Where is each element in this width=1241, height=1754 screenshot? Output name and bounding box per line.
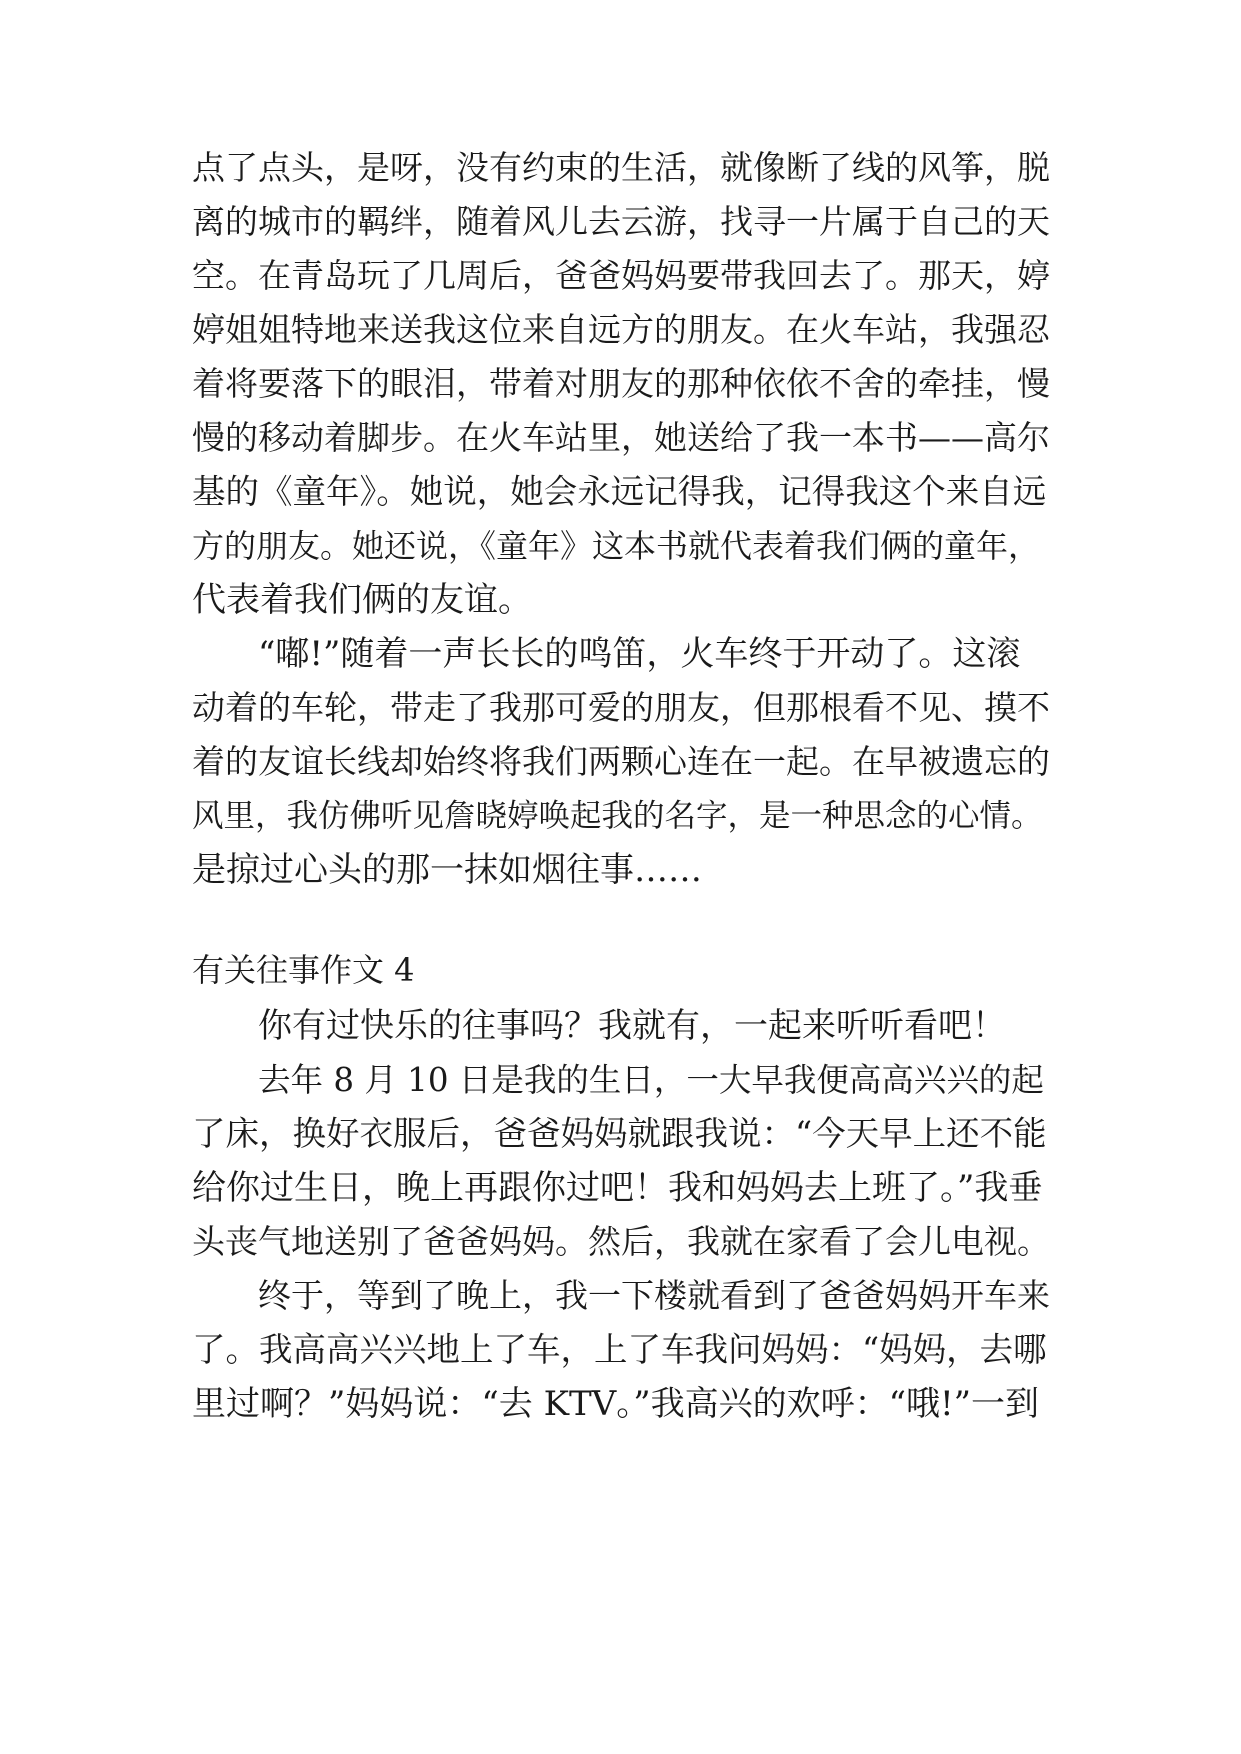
text-line: 离的城市的羁绊，随着风儿去云游，找寻一片属于自己的天 xyxy=(192,202,1050,241)
text-line: 里过啊？”妈妈说：“去 KTV。”我高兴的欢呼：“哦!”一到 xyxy=(192,1384,1040,1424)
text-line: 代表着我们俩的友谊。 xyxy=(192,580,532,620)
text-line: 着的友谊长线却始终将我们两颗心连在一起。在早被遗忘的 xyxy=(192,742,1050,781)
text-line: 是掠过心头的那一抹如烟往事…… xyxy=(192,850,702,890)
text-line: 你有过快乐的往事吗？我就有，一起来听听看吧！ xyxy=(258,1006,1006,1046)
text-line: 动着的车轮，带走了我那可爱的朋友，但那根看不见、摸不 xyxy=(192,688,1050,727)
text-line: 着将要落下的眼泪，带着对朋友的那种依依不舍的牵挂，慢 xyxy=(192,364,1050,403)
text-line: 风里，我仿佛听见詹晓婷唤起我的名字，是一种思念的心情。 xyxy=(192,798,1043,834)
text-line: 了。我高高兴兴地上了车，上了车我问妈妈：“妈妈，去哪 xyxy=(192,1330,1047,1369)
text-line: 空。在青岛玩了几周后，爸爸妈妈要带我回去了。那天，婷 xyxy=(192,256,1050,295)
section-heading: 有关往事作文 4 xyxy=(192,951,415,989)
text-line: 点了点头，是呀，没有约束的生活，就像断了线的风筝，脱 xyxy=(192,148,1050,187)
text-line: “嘟!”随着一声长长的鸣笛，火车终于开动了。这滚 xyxy=(258,634,1021,674)
text-line: 基的《童年》。她说，她会永远记得我，记得我这个来自远 xyxy=(192,472,1047,511)
text-line: 慢的移动着脚步。在火车站里，她送给了我一本书——高尔 xyxy=(192,418,1050,457)
text-line: 给你过生日，晚上再跟你过吧！我和妈妈去上班了。”我垂 xyxy=(192,1168,1043,1208)
document-page xyxy=(192,0,1052,1754)
text-line: 方的朋友。她还说，《童年》这本书就代表着我们俩的童年， xyxy=(192,527,1041,565)
text-line: 婷姐姐特地来送我这位来自远方的朋友。在火车站，我强忍 xyxy=(192,310,1050,349)
text-line: 去年 8 月 10 日是我的生日，一大早我便高高兴兴的起 xyxy=(258,1061,1044,1099)
text-line: 终于，等到了晚上，我一下楼就看到了爸爸妈妈开车来 xyxy=(258,1276,1050,1315)
text-line: 头丧气地送别了爸爸妈妈。然后，我就在家看了会儿电视。 xyxy=(192,1222,1050,1261)
text-line: 了床，换好衣服后，爸爸妈妈就跟我说：“今天早上还不能 xyxy=(192,1114,1047,1153)
